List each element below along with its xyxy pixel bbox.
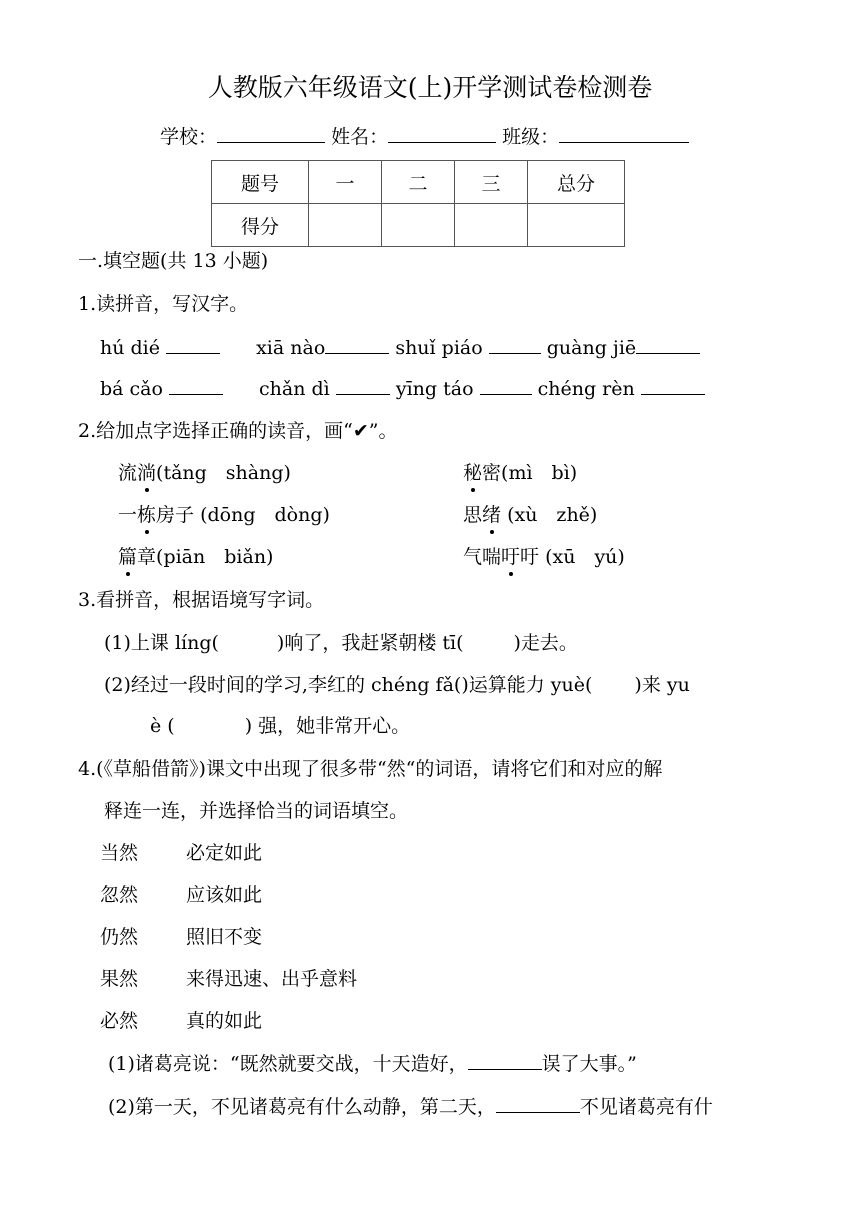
pinyin-options[interactable]: (tǎng shàng): [156, 462, 291, 484]
word-part: 思: [463, 504, 483, 526]
pinyin-prompt: bá cǎo: [100, 378, 163, 400]
pinyin-prompt: chǎn dì: [259, 378, 330, 400]
page-title: 人教版六年级语文(上)开学测试卷检测卷: [207, 73, 653, 102]
table-header-cell: 二: [382, 161, 455, 204]
school-blank[interactable]: [217, 124, 325, 143]
pinyin-prompt: shuǐ piáo: [395, 337, 483, 359]
q4-sentence-1: [108, 1051, 637, 1076]
sentence-text: (2)第一天，不见诸葛亮有什么动静，第二天，: [108, 1096, 496, 1118]
score-input-cell[interactable]: [382, 204, 455, 247]
name-blank[interactable]: [388, 124, 496, 143]
dotted-char: 淌: [137, 462, 157, 484]
sentence-text: (2)经过一段时间的学习,李红的 chéng fǎ()运算能力 yuè(: [104, 674, 593, 696]
answer-blank[interactable]: [325, 335, 389, 354]
q2-item: [463, 503, 597, 527]
sentence-text: )走去。: [513, 632, 578, 654]
school-label: 学校：: [160, 126, 218, 148]
q3-sentence-2: [104, 673, 690, 697]
class-blank[interactable]: [559, 124, 689, 143]
word-part: 密: [482, 462, 502, 484]
pinyin-prompt: chéng rèn: [537, 378, 635, 400]
pinyin-prompt: guàng jiē: [546, 337, 637, 359]
q3-sentence-1: [104, 631, 578, 655]
score-table-score-row: [212, 204, 625, 247]
q2-stem-text-end: ”。: [368, 420, 398, 442]
sentence-text: è (: [150, 715, 175, 737]
table-header-cell: 一: [309, 161, 382, 204]
answer-blank[interactable]: [636, 335, 700, 354]
question-3-stem: 3.看拼音，根据语境写字词。: [78, 589, 325, 611]
pinyin-options[interactable]: (xū yú): [539, 546, 625, 568]
sentence-text: (1)诸葛亮说：“既然就要交战，十天造好，: [108, 1053, 468, 1075]
pinyin-prompt: hú dié: [100, 337, 160, 359]
match-word[interactable]: 必然: [100, 1010, 139, 1032]
q2-item: [118, 545, 273, 569]
word-part: 房子: [156, 504, 195, 526]
match-meaning[interactable]: 照旧不变: [186, 926, 263, 948]
q2-item: [118, 503, 330, 527]
pinyin-options[interactable]: (piān biǎn): [156, 546, 274, 568]
score-input-cell[interactable]: [455, 204, 528, 247]
score-label-cell: 得分: [212, 204, 309, 247]
sentence-text: 不见诸葛亮有什: [579, 1096, 713, 1118]
dotted-char: 吁: [501, 546, 521, 568]
match-meaning[interactable]: 来得迅速、出乎意料: [186, 968, 358, 990]
student-info-line: [160, 124, 689, 149]
q1-row-2: [100, 376, 705, 401]
sentence-text: )来 yu: [634, 674, 690, 696]
checkmark-icon: ✔: [352, 420, 369, 442]
class-label: 班级：: [502, 126, 560, 148]
table-header-cell: 三: [455, 161, 528, 204]
q4-sentence-2: [108, 1094, 713, 1119]
pinyin-options[interactable]: (dōng dòng): [194, 504, 330, 526]
score-input-cell[interactable]: [528, 204, 625, 247]
match-word[interactable]: 忽然: [100, 884, 139, 906]
pinyin-options[interactable]: (xù zhě): [501, 504, 598, 526]
q3-sentence-2-cont: [150, 714, 410, 738]
pinyin-prompt: yīng táo: [395, 378, 474, 400]
word-part: 吁: [520, 546, 540, 568]
pinyin-options[interactable]: (mì bì): [501, 462, 578, 484]
q1-row-1: [100, 335, 700, 360]
score-input-cell[interactable]: [309, 204, 382, 247]
answer-blank[interactable]: [468, 1051, 542, 1070]
answer-blank[interactable]: [480, 376, 532, 395]
match-meaning[interactable]: 应该如此: [186, 884, 263, 906]
word-part: 气喘: [463, 546, 502, 568]
answer-blank[interactable]: [496, 1094, 580, 1113]
answer-blank[interactable]: [489, 335, 541, 354]
word-part: 一: [118, 504, 138, 526]
sentence-text: (1)上课 líng(: [104, 632, 219, 654]
score-table-header-row: [212, 161, 625, 204]
sentence-text: 误了大事。”: [541, 1053, 637, 1075]
dotted-char: 秘: [463, 462, 483, 484]
q2-item: [118, 461, 291, 485]
answer-blank[interactable]: [169, 376, 223, 395]
dotted-char: 栋: [137, 504, 157, 526]
q2-item: [463, 461, 577, 485]
word-part: 流: [118, 462, 138, 484]
section-1-heading: 一.填空题(共 13 小题): [78, 250, 269, 272]
sentence-text: )响了，我赶紧朝楼 tī(: [276, 632, 464, 654]
sentence-text: ) 强，她非常开心。: [244, 715, 411, 737]
question-2-stem: [78, 419, 397, 443]
word-part: 章: [137, 546, 157, 568]
question-1-stem: 1.读拼音，写汉字。: [78, 293, 249, 315]
pinyin-prompt: xiā nào: [256, 337, 326, 359]
match-word[interactable]: 仍然: [100, 926, 139, 948]
answer-blank[interactable]: [641, 376, 705, 395]
dotted-char: 绪: [482, 504, 502, 526]
match-word[interactable]: 当然: [100, 842, 139, 864]
dotted-char: 篇: [118, 546, 138, 568]
question-4-stem: 4.(《草船借箭》)课文中出现了很多带“然“的词语，请将它们和对应的解: [78, 758, 663, 780]
match-word[interactable]: 果然: [100, 968, 139, 990]
table-header-cell: 总分: [528, 161, 625, 204]
answer-blank[interactable]: [336, 376, 390, 395]
match-meaning[interactable]: 真的如此: [186, 1010, 263, 1032]
q2-stem-text: 2.给加点字选择正确的读音，画“: [78, 420, 353, 442]
table-header-cell: 题号: [212, 161, 309, 204]
score-table: [211, 160, 625, 247]
match-meaning[interactable]: 必定如此: [186, 842, 263, 864]
question-4-stem-cont: 释连一连，并选择恰当的词语填空。: [104, 800, 409, 822]
q2-item: [463, 545, 625, 569]
name-label: 姓名：: [331, 126, 389, 148]
answer-blank[interactable]: [166, 335, 220, 354]
